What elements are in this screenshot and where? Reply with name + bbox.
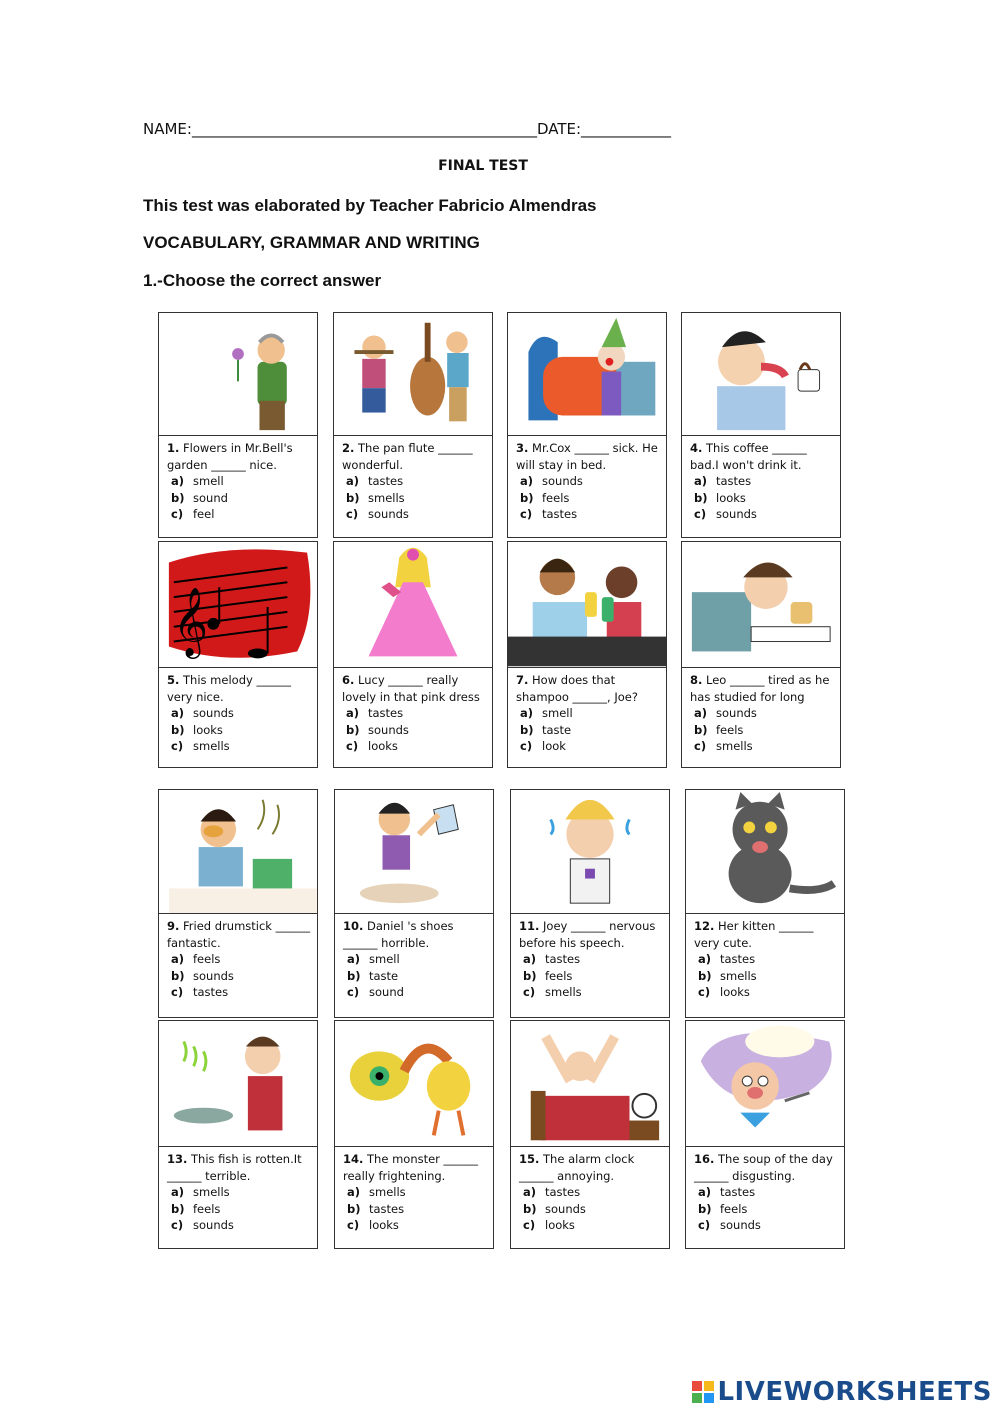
option-letter: b) xyxy=(523,1201,537,1216)
man-alarm-clock-icon xyxy=(511,1021,669,1147)
question-card xyxy=(507,541,667,768)
answer-option[interactable] xyxy=(516,705,660,722)
option-letter: b) xyxy=(346,490,360,505)
option-letter: b) xyxy=(346,722,360,737)
musicians-icon xyxy=(334,313,492,436)
option-word: tastes xyxy=(542,507,578,521)
answer-option[interactable] xyxy=(694,984,838,1001)
option-word: looks xyxy=(720,985,750,999)
answer-option[interactable] xyxy=(342,490,486,507)
question-prompt: Joey ______ nervous before his speech. xyxy=(519,919,656,950)
question-body xyxy=(159,1147,317,1234)
question-text xyxy=(694,918,838,951)
answer-option[interactable] xyxy=(342,722,486,739)
option-letter: c) xyxy=(171,739,184,753)
option-word: tastes xyxy=(716,474,752,488)
option-word: sounds xyxy=(716,706,757,720)
option-word: feels xyxy=(193,1201,221,1216)
question-text xyxy=(516,440,660,473)
question-number: 4. xyxy=(690,441,703,455)
option-letter: a) xyxy=(694,706,708,720)
option-letter: c) xyxy=(698,1218,711,1232)
question-body xyxy=(334,436,492,523)
option-letter: a) xyxy=(520,474,534,488)
answer-option[interactable] xyxy=(519,951,663,968)
option-word: smells xyxy=(193,1185,230,1199)
option-letter: c) xyxy=(520,739,533,753)
question-prompt: Leo ______ tired as he has studied for long xyxy=(690,673,830,704)
question-body xyxy=(511,914,669,1001)
question-prompt: The alarm clock ______ annoying. xyxy=(519,1152,635,1183)
logo-squares-icon xyxy=(692,1381,714,1403)
answer-option[interactable] xyxy=(342,705,486,722)
option-word: tastes xyxy=(193,985,229,999)
question-body xyxy=(334,668,492,755)
option-word: looks xyxy=(368,739,398,753)
question-number: 9. xyxy=(167,919,180,933)
question-number: 3. xyxy=(516,441,529,455)
option-word: looks xyxy=(716,490,746,505)
option-word: sound xyxy=(193,490,228,505)
answer-option[interactable] xyxy=(690,722,834,739)
option-word: smell xyxy=(193,474,224,488)
man-disgusted-coffee-icon xyxy=(682,313,840,436)
option-letter: a) xyxy=(347,952,361,966)
option-letter: a) xyxy=(171,474,185,488)
question-card xyxy=(158,312,318,538)
option-word: tastes xyxy=(545,952,581,966)
question-number: 13. xyxy=(167,1152,188,1166)
question-body xyxy=(508,668,666,755)
answer-option[interactable] xyxy=(167,968,311,985)
question-card xyxy=(681,312,841,538)
question-body xyxy=(686,914,844,1001)
question-prompt: This coffee ______ bad.I won't drink it. xyxy=(690,441,807,472)
option-word: smells xyxy=(193,739,230,753)
question-prompt: Fried drumstick ______ fantastic. xyxy=(167,919,311,950)
answer-option[interactable] xyxy=(343,1217,487,1234)
question-number: 5. xyxy=(167,673,180,687)
answer-option[interactable] xyxy=(343,968,487,985)
exercise-instruction: 1.-Choose the correct answer xyxy=(143,271,382,290)
option-word: feel xyxy=(193,507,215,521)
test-title: FINAL TEST xyxy=(438,158,528,174)
option-letter: b) xyxy=(171,1201,185,1216)
answer-option[interactable] xyxy=(167,473,311,490)
question-number: 6. xyxy=(342,673,355,687)
question-text xyxy=(342,440,486,473)
question-text xyxy=(519,918,663,951)
question-body xyxy=(159,668,317,755)
option-word: sounds xyxy=(720,1218,761,1232)
option-letter: b) xyxy=(698,1201,712,1216)
answer-option[interactable] xyxy=(516,738,660,755)
section-heading: VOCABULARY, GRAMMAR AND WRITING xyxy=(143,233,480,252)
answer-option[interactable] xyxy=(694,1217,838,1234)
option-word: sounds xyxy=(193,1218,234,1232)
option-word: feels xyxy=(542,490,570,505)
answer-option[interactable] xyxy=(167,506,311,523)
question-text xyxy=(690,440,834,473)
option-word: feels xyxy=(545,968,573,983)
question-card xyxy=(685,789,845,1018)
answer-option[interactable] xyxy=(167,705,311,722)
question-prompt: Daniel 's shoes ______ horrible. xyxy=(343,919,454,950)
option-letter: b) xyxy=(694,722,708,737)
question-text xyxy=(343,918,487,951)
answer-option[interactable] xyxy=(167,1201,311,1218)
question-card xyxy=(158,541,318,768)
option-word: smells xyxy=(369,1185,406,1199)
option-word: smell xyxy=(542,706,573,720)
question-text xyxy=(516,672,660,705)
answer-option[interactable] xyxy=(167,951,311,968)
answer-option[interactable] xyxy=(519,1184,663,1201)
answer-option[interactable] xyxy=(694,951,838,968)
boy-eating-chicken-icon xyxy=(159,790,317,914)
option-letter: c) xyxy=(346,739,359,753)
question-card xyxy=(507,312,667,538)
option-word: smells xyxy=(368,490,405,505)
old-man-smelling-flower-icon xyxy=(159,313,317,436)
music-staff-icon xyxy=(159,542,317,668)
option-letter: a) xyxy=(523,1185,537,1199)
answer-option[interactable] xyxy=(342,738,486,755)
option-word: sounds xyxy=(545,1201,586,1216)
option-letter: c) xyxy=(346,507,359,521)
yellow-monster-icon xyxy=(335,1021,493,1147)
question-number: 15. xyxy=(519,1152,540,1166)
answer-option[interactable] xyxy=(167,1184,311,1201)
answer-option[interactable] xyxy=(167,1217,311,1234)
answer-option[interactable] xyxy=(690,490,834,507)
question-card xyxy=(685,1020,845,1249)
option-word: sounds xyxy=(368,507,409,521)
tired-student-icon xyxy=(682,542,840,668)
question-prompt: The monster ______ really frightening. xyxy=(343,1152,479,1183)
question-card xyxy=(334,789,494,1018)
question-body xyxy=(159,914,317,1001)
question-number: 16. xyxy=(694,1152,715,1166)
answer-option[interactable] xyxy=(690,506,834,523)
answer-option[interactable] xyxy=(516,490,660,507)
option-letter: b) xyxy=(698,968,712,983)
option-word: sounds xyxy=(193,706,234,720)
option-letter: c) xyxy=(171,507,184,521)
option-word: feels xyxy=(716,722,744,737)
answer-option[interactable] xyxy=(516,473,660,490)
answer-option[interactable] xyxy=(343,984,487,1001)
option-letter: b) xyxy=(171,722,185,737)
option-letter: c) xyxy=(171,1218,184,1232)
option-letter: a) xyxy=(698,1185,712,1199)
boy-smelly-shoe-icon xyxy=(335,790,493,914)
option-letter: a) xyxy=(694,474,708,488)
question-text xyxy=(343,1151,487,1184)
option-letter: a) xyxy=(698,952,712,966)
logo-text: LIVEWORKSHEETS xyxy=(717,1377,992,1407)
option-letter: a) xyxy=(347,1185,361,1199)
option-word: tastes xyxy=(368,474,404,488)
question-text xyxy=(167,440,311,473)
answer-option[interactable] xyxy=(342,473,486,490)
answer-option[interactable] xyxy=(690,473,834,490)
answer-option[interactable] xyxy=(342,506,486,523)
option-word: looks xyxy=(545,1218,575,1232)
question-number: 11. xyxy=(519,919,540,933)
option-word: taste xyxy=(369,968,399,983)
answer-option[interactable] xyxy=(694,968,838,985)
question-card xyxy=(510,1020,670,1249)
question-card xyxy=(333,541,493,768)
option-letter: b) xyxy=(171,490,185,505)
question-body xyxy=(335,1147,493,1234)
question-card xyxy=(334,1020,494,1249)
option-word: sounds xyxy=(542,474,583,488)
option-letter: b) xyxy=(347,1201,361,1216)
svg-text:𝄞: 𝄞 xyxy=(172,586,208,656)
option-letter: c) xyxy=(694,739,707,753)
option-letter: b) xyxy=(347,968,361,983)
option-letter: b) xyxy=(520,490,534,505)
answer-option[interactable] xyxy=(519,1201,663,1218)
option-letter: a) xyxy=(520,706,534,720)
sick-clown-in-chair-icon xyxy=(508,313,666,436)
girl-pink-dress-icon xyxy=(334,542,492,668)
question-text xyxy=(167,918,311,951)
question-card xyxy=(158,789,318,1018)
question-body xyxy=(686,1147,844,1234)
question-number: 12. xyxy=(694,919,715,933)
answer-option[interactable] xyxy=(343,951,487,968)
answer-option[interactable] xyxy=(167,984,311,1001)
question-text xyxy=(342,672,486,705)
question-prompt: This melody ______ very nice. xyxy=(167,673,291,704)
question-prompt: The pan flute ______ wonderful. xyxy=(342,441,473,472)
option-letter: c) xyxy=(520,507,533,521)
answer-option[interactable] xyxy=(694,1184,838,1201)
option-letter: a) xyxy=(171,952,185,966)
option-word: sounds xyxy=(193,968,234,983)
option-word: feels xyxy=(720,1201,748,1216)
option-letter: c) xyxy=(171,985,184,999)
name-date-line: NAME:______________________________________________DATE:____________ xyxy=(143,120,672,138)
option-letter: b) xyxy=(523,968,537,983)
two-people-shampoo-icon xyxy=(508,542,666,668)
option-letter: a) xyxy=(523,952,537,966)
option-letter: a) xyxy=(346,706,360,720)
question-card xyxy=(681,541,841,768)
answer-option[interactable] xyxy=(516,506,660,523)
question-text xyxy=(167,672,311,705)
option-letter: c) xyxy=(698,985,711,999)
option-word: smells xyxy=(545,985,582,999)
question-prompt: Mr.Cox ______ sick. He will stay in bed. xyxy=(516,441,658,472)
option-letter: c) xyxy=(523,1218,536,1232)
answer-option[interactable] xyxy=(343,1184,487,1201)
option-word: smells xyxy=(716,739,753,753)
question-body xyxy=(682,668,840,755)
gray-cat-icon xyxy=(686,790,844,914)
question-prompt: Lucy ______ really lovely in that pink dress xyxy=(342,673,480,704)
question-card xyxy=(510,789,670,1018)
question-text xyxy=(694,1151,838,1184)
nervous-boy-icon xyxy=(511,790,669,914)
option-word: sounds xyxy=(716,507,757,521)
option-letter: b) xyxy=(694,490,708,505)
option-word: taste xyxy=(542,722,572,737)
answer-option[interactable] xyxy=(519,1217,663,1234)
author-line: This test was elaborated by Teacher Fabricio Almendras xyxy=(143,196,597,215)
option-word: look xyxy=(542,739,566,753)
answer-option[interactable] xyxy=(690,705,834,722)
man-smelly-fish-icon xyxy=(159,1021,317,1147)
option-word: smell xyxy=(369,952,400,966)
question-body xyxy=(508,436,666,523)
option-word: sounds xyxy=(368,722,409,737)
question-prompt: Her kitten ______ very cute. xyxy=(694,919,814,950)
option-word: tastes xyxy=(720,952,756,966)
question-body xyxy=(682,436,840,523)
question-prompt: This fish is rotten.It ______ terrible. xyxy=(167,1152,302,1183)
option-letter: c) xyxy=(523,985,536,999)
question-body xyxy=(159,436,317,523)
question-number: 2. xyxy=(342,441,355,455)
question-text xyxy=(167,1151,311,1184)
option-letter: c) xyxy=(347,1218,360,1232)
option-letter: b) xyxy=(171,968,185,983)
option-word: smells xyxy=(720,968,757,983)
option-letter: a) xyxy=(171,1185,185,1199)
answer-option[interactable] xyxy=(690,738,834,755)
question-number: 10. xyxy=(343,919,364,933)
question-prompt: The soup of the day ______ disgusting. xyxy=(694,1152,833,1183)
answer-option[interactable] xyxy=(519,984,663,1001)
question-card xyxy=(158,1020,318,1249)
question-number: 8. xyxy=(690,673,703,687)
option-word: tastes xyxy=(545,1185,581,1199)
question-body xyxy=(335,914,493,1001)
question-body xyxy=(511,1147,669,1234)
answer-option[interactable] xyxy=(516,722,660,739)
answer-option[interactable] xyxy=(167,738,311,755)
answer-option[interactable] xyxy=(694,1201,838,1218)
question-number: 1. xyxy=(167,441,180,455)
answer-option[interactable] xyxy=(167,722,311,739)
question-card xyxy=(333,312,493,538)
option-word: tastes xyxy=(720,1185,756,1199)
chef-soup-icon xyxy=(686,1021,844,1147)
answer-option[interactable] xyxy=(519,968,663,985)
question-number: 7. xyxy=(516,673,529,687)
answer-option[interactable] xyxy=(343,1201,487,1218)
option-letter: b) xyxy=(520,722,534,737)
option-word: looks xyxy=(369,1218,399,1232)
question-number: 14. xyxy=(343,1152,364,1166)
answer-option[interactable] xyxy=(167,490,311,507)
option-word: tastes xyxy=(368,706,404,720)
option-letter: c) xyxy=(347,985,360,999)
question-text xyxy=(690,672,834,705)
option-word: tastes xyxy=(369,1201,405,1216)
question-prompt: How does that shampoo ______, Joe? xyxy=(516,673,638,704)
liveworksheets-logo xyxy=(692,1377,992,1407)
option-letter: a) xyxy=(171,706,185,720)
option-word: looks xyxy=(193,722,223,737)
option-letter: a) xyxy=(346,474,360,488)
option-letter: c) xyxy=(694,507,707,521)
option-word: sound xyxy=(369,985,404,999)
option-word: feels xyxy=(193,952,221,966)
question-prompt: Flowers in Mr.Bell's garden ______ nice. xyxy=(167,441,293,472)
question-text xyxy=(519,1151,663,1184)
